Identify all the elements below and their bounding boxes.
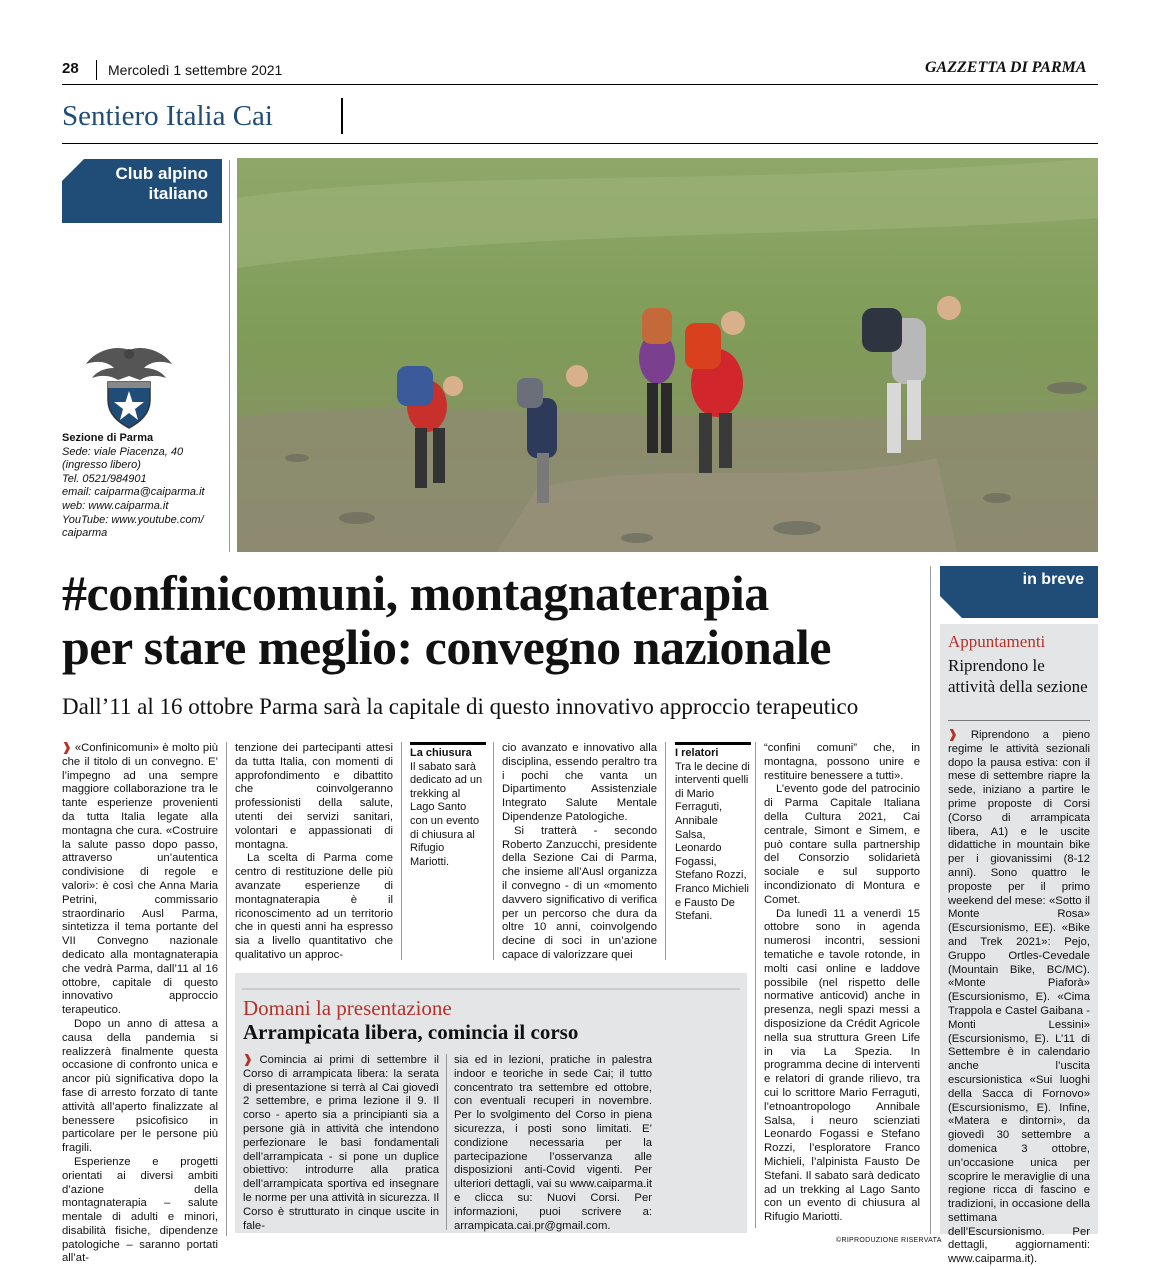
presentation-column-1: ❱ Comincia ai primi di settembre il Corso di arrampicata libera: la serata di presentazione si terrà al Cai giovedì 2 settembre, e prima lezione il 9. Il corso - aperto sia a principianti sia a persone già in attività che intendono perfezionare le basi fondamentali dell’arrampicata - si pone un duplice obiettivo: introdurre alla pratica dell’arrampicata sportiva ed insegnare le norme per una attività in sicurezza. Il Corso è strutturato in cinque uscite in fale- <box>243 1054 440 1232</box>
header-rule <box>62 84 1098 85</box>
section-contact <box>62 432 222 541</box>
paragraph: cio avanzato e innovativo alla disciplina, essendo peraltro tra i pochi che vanta un Dipartimento Assistenziale Integrato Salute Mentale Dipendenze Patologiche. <box>502 742 657 823</box>
paragraph: ❱ «Confinicomuni» è molto più che il titolo di un convegno. E’ l’impegno ad una sempre maggiore collaborazione tra le tante esperienze provenienti da tutta Italia legate alla montagna che cura. «Costruire la salute passo dopo passo, attraverso un’autentica condivisione di regole e valori»: è così che Anna Maria Petrini, commissario straordinario Ausl Parma, sintetizza il tema portante del VII Convegno nazionale dedicato alla montagnaterapia che vedrà Parma, dall’11 al 16 ottobre, capitale di questo innovativo approccio terapeutico. <box>62 742 219 1017</box>
contact-access: (ingresso libero) <box>62 459 141 472</box>
contact-heading: Sezione di Parma <box>62 432 154 444</box>
club-label <box>62 164 208 204</box>
paragraph: Dopo un anno di attesa a causa della pandemia si realizzerà finalmente questa occasione di confronto unica e ancor più significativa dopo la fase di arresto forzato di tante attività all’aperto finalizzate al benessere psicofisico in particolare per le persone più fragili. <box>62 1017 218 1155</box>
newspaper-name: GAZZETTA DI PARMA <box>925 59 1087 76</box>
paragraph-mark-icon: ❱ <box>243 1054 260 1066</box>
column-divider <box>755 742 756 1228</box>
paragraph: tenzione dei partecipanti attesi da tutta Italia, con momenti di approfondimento e dibattito che coinvolgeranno professionisti della salute, utenti dei servizi sanitari, volontari e appassionati di montagna. <box>235 742 393 851</box>
presentation-rule <box>242 988 740 990</box>
contact-youtube-cont: caiparma <box>62 527 108 540</box>
contact-email: email: caiparma@caiparma.it <box>62 486 205 499</box>
section-rule <box>62 143 1098 144</box>
relatori-title: I relatori <box>675 742 751 761</box>
paragraph: Si tratterà - secondo Roberto Zanzucchi, presidente della Sezione Cai di Parma, che insieme all’Ausl organizza il convegno - di un «momento davvero significativo di verifica per un percorso che dura da oltre 10 anni, coinvolgendo decine di soci in un’azione capace di valorizzare quei <box>502 824 657 961</box>
column-divider <box>665 742 666 960</box>
headline-line2: per stare meglio: convegno nazionale <box>62 619 831 675</box>
breve-title: Riprendono le attività della sezione <box>948 656 1088 696</box>
paragraph-mark-icon: ❱ <box>62 742 75 754</box>
contact-address: Sede: viale Piacenza, 40 <box>62 445 184 458</box>
paragraph: Da lunedì 11 a venerdì 15 ottobre sono in agenda numerosi incontri, sessioni tematiche e tavole rotonde, in molti casi online e laddove possibile (nel rispetto delle normative anticovid) anche in presenza, negli spazi messi a disposizione da Crédit Agricole nella sua struttura Green Life in via La Spezia. In programma decine di interventi e relatori di grande rilievo, tra cui lo scrittore Mario Ferraguti, l’etnoantropologo Annibale Salsa, i neuro scienziati Leonardo Fogassi e Stefano Rozzi, l’esploratore Franco Michieli, l’alpinista Fausto De Stefani. Il sabato sarà dedicato ad un trekking al Lago Santo con un evento di chiusura al Rifugio Mariotti. <box>764 907 920 1224</box>
presentation-kicker: Domani la presentazione <box>243 996 452 1020</box>
club-label-line1: Club alpino <box>115 164 208 183</box>
paragraph: L’evento gode del patrocinio di Parma Capitale Italiana della Cultura 2021, Cai centrale, Simont e Simem, e può contare sulla partnership del Consorzio solidarietà sociale e sul supporto incondizionato di Montura e Comet. <box>764 783 920 906</box>
section-bar <box>341 98 343 134</box>
contact-phone: Tel. 0521/984901 <box>62 472 147 485</box>
article-column-2 <box>235 742 393 963</box>
presentation-title: Arrampicata libera, comincia il corso <box>243 1020 579 1044</box>
page-number: 28 <box>62 60 79 77</box>
breve-label: in breve <box>1022 571 1084 588</box>
article-column-4 <box>764 742 920 1225</box>
breve-kicker: Appuntamenti <box>948 632 1046 651</box>
article-subheadline: Dall’11 al 16 ottobre Parma sarà la capitale di questo innovativo approccio terapeutico <box>62 694 859 719</box>
issue-date: Mercoledì 1 settembre 2021 <box>108 62 283 78</box>
column-divider <box>446 1054 447 1230</box>
paragraph-mark-icon: ❱ <box>948 729 971 741</box>
copyright-note: ©RIPRODUZIONE RISERVATA <box>836 1237 942 1244</box>
paragraph: “confini comuni” che, in montagna, possono unire e restituire benessere a tutti». <box>764 742 920 782</box>
relatori-text: Tra le decine di interventi quelli di Mario Ferraguti, Annibale Salsa, Leonardo Fogassi, Stefano Rozzi, Franco Michieli e Fausto De Stefani. <box>675 760 750 923</box>
breve-divider <box>930 566 931 1234</box>
article-column-3 <box>502 742 657 963</box>
column-divider <box>226 742 227 1236</box>
sidebar-divider <box>229 160 230 552</box>
relatori-box <box>675 742 751 924</box>
header-divider <box>96 60 97 80</box>
paragraph: Esperienze e progetti orientati ai diversi ambiti d’azione della montagnaterapia – salute mentale di adulti e minori, disabilità fisiche, dipendenze patologiche – saranno portati all’at- <box>62 1155 218 1265</box>
article-headline <box>62 566 932 674</box>
section-title: Sentiero Italia Cai <box>62 100 273 132</box>
cai-logo-icon <box>84 342 174 430</box>
headline-line1: #confinicomuni, montagnaterapia <box>62 565 769 621</box>
paragraph: La scelta di Parma come centro di restituzione delle più avanzate esperienze di montagnaterapia è il riconoscimento ad un territorio che in questi anni ha espresso sia a livello quantitativo che qualitativo un approc- <box>235 852 393 961</box>
column-divider <box>493 742 494 960</box>
chiusura-box <box>410 742 486 869</box>
contact-youtube: YouTube: www.youtube.com/ <box>62 513 204 526</box>
presentation-column-2: sia ed in lezioni, pratiche in palestra indoor e teoriche in sede Cai; il tutto concentrato tra settembre ed ottobre, con eventuali recuperi in novembre. Per lo svolgimento del Corso in piena sicurezza, i posti sono limitati. E’ condizione necessaria per la partecipazione l’osservanza alle disposizioni anti-Covid vigenti. Per ulteriori dettagli, vai su www.caiparma.it e clicca su: Nuovi Corsi. Per informazioni, puoi scrivere a: arrampicata.cai.pr@gmail.com. <box>454 1054 652 1232</box>
contact-web: web: www.caiparma.it <box>62 499 169 512</box>
breve-text: ❱ Riprendono a pieno regime le attività sezionali dopo la pausa estiva: con il mese di settembre riapre la sede, iniziano a partire le prime proposte di Corsi (Corso di arrampicata libera, A1) e le uscite didattiche in mountain bike per i giovanissimi (8-12 anni). Sono quattro le proposte per il primo weekend del mese: «Sotto il Monte Rosa» (Escursionismo, EE). «Bike and Trek 2021»: Pejo, Gruppo Ortles-Cevedale (Mountain Bike, BC/MC). «Monte Piaforà» (Escursionismo, E). «Cima Trappola e Castel Gaibana - Monti Lessini» (Escursionismo, E). L’11 di Settembre è in calendario anche l’uscita escursionistica «Sui luoghi della Sacca di Fornovo» (Escursionismo, E). Infine, «Matera e dintorni», da giovedì 30 settembre a domenica 3 ottobre, un’occasione unica per scoprire le meraviglie di una regione ricca di fascino e tradizioni, in occasione della settimana dell’Escursionismo. Per dettagli, aggiornamenti: www.caiparma.it). <box>948 729 1090 1266</box>
hikers-photo <box>237 158 1098 552</box>
column-divider <box>401 742 402 960</box>
breve-rule <box>948 720 1090 721</box>
chiusura-title: La chiusura <box>410 742 486 761</box>
chiusura-text: Il sabato sarà dedicato ad un trekking al Lago Santo con un evento di chiusura al Rifugio Mariotti. <box>410 760 483 868</box>
club-label-line2: italiano <box>148 184 208 203</box>
article-column-1 <box>62 742 218 1266</box>
